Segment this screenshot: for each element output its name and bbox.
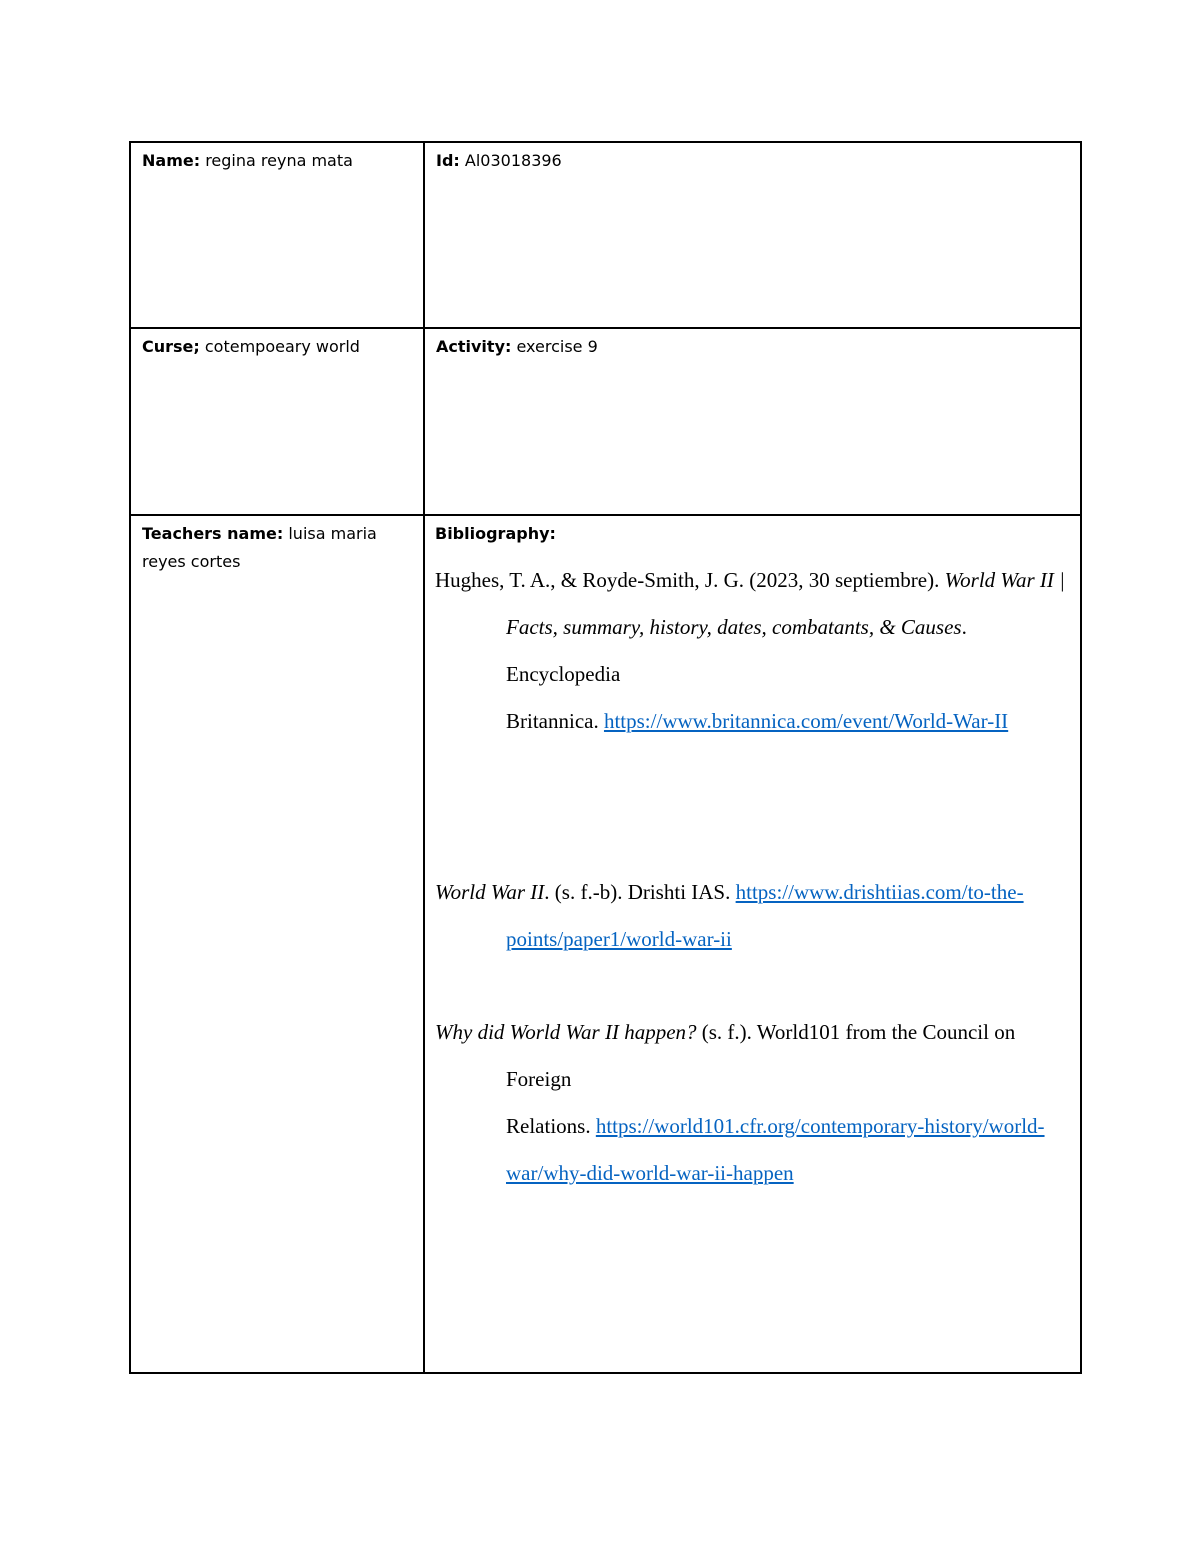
teacher-field: [131, 516, 423, 576]
name-field: [131, 143, 423, 175]
id-cell: [424, 142, 1081, 328]
id-field: [425, 143, 1080, 175]
teacher-value: luisa maria reyes cortes: [142, 524, 377, 571]
bibliography-entry: [425, 869, 1080, 963]
bibliography-heading: Bibliography:: [435, 524, 556, 543]
bibliography-entry: [425, 1009, 1080, 1197]
course-field: [131, 329, 423, 361]
britannica-link[interactable]: https://www.britannica.com/event/World-War-II: [603, 709, 1009, 733]
id-label: Id:: [436, 151, 460, 170]
id-value: Al03018396: [459, 151, 562, 170]
bibliography-cell: [424, 515, 1081, 1373]
activity-cell: [424, 328, 1081, 515]
course-label: Curse;: [142, 337, 200, 356]
entry-publisher: . (s. f.-b). Drishti IAS.: [544, 880, 736, 904]
entry-publisher: (s. f.). World101 from the Council on Foreign: [506, 1020, 1016, 1091]
activity-field: [425, 329, 1080, 361]
entry-title: World War II | Facts, summary, history, dates, combatants, & Causes: [506, 568, 1065, 639]
teacher-label: Teachers name:: [142, 524, 284, 543]
table-row-name: [130, 142, 1081, 328]
entry-authors: Hughes, T. A., & Royde-Smith, J. G. (2023, 30 septiembre).: [435, 568, 945, 592]
table-row-teacher: [130, 515, 1081, 1373]
name-cell: [130, 142, 424, 328]
course-value: cotempoeary world: [199, 337, 360, 356]
activity-label: Activity:: [436, 337, 512, 356]
cover-table: [129, 141, 1082, 1374]
bibliography-entry: [425, 557, 1080, 745]
entry-source: Britannica.: [506, 709, 604, 733]
entry-title: Why did World War II happen?: [435, 1020, 697, 1044]
entry-title: World War II: [435, 880, 545, 904]
drishtiias-link[interactable]: https://www.drishtiias.com/to-the-points/paper1/world-war-ii: [506, 880, 1024, 951]
entry-source: Relations.: [506, 1114, 596, 1138]
entry-source-line: [506, 1103, 1068, 1197]
teacher-cell: [130, 515, 424, 1373]
entry-publisher: . Encyclopedia: [506, 615, 967, 686]
course-cell: [130, 328, 424, 515]
activity-value: exercise 9: [511, 337, 598, 356]
world101-link[interactable]: https://world101.cfr.org/contemporary-history/world-war/why-did-world-war-ii-happen: [506, 1114, 1045, 1185]
name-label: Name:: [142, 151, 201, 170]
table-row-course: [130, 328, 1081, 515]
entry-source-line: [506, 698, 1068, 745]
name-value: regina reyna mata: [200, 151, 353, 170]
